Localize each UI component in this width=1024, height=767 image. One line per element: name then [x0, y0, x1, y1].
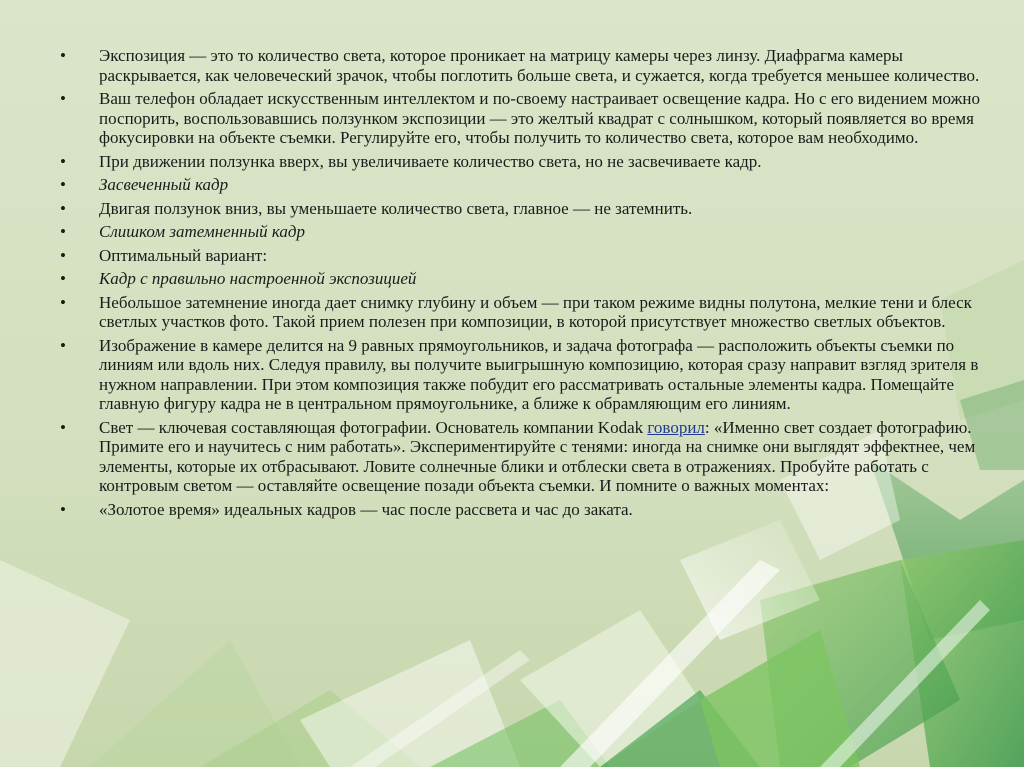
bullet-icon: • [60, 151, 66, 171]
list-item [60, 500, 980, 520]
bullet-icon: • [60, 46, 66, 65]
list-item [60, 199, 980, 219]
bullet-icon: • [60, 269, 66, 288]
list-item [60, 222, 980, 242]
list-item-text: Изображение в камере делится на 9 равных прямоугольников, и задача фотографа — расположить объекты съемки по линиям или вдоль них. Следуя правилу, вы получите выигрышную композицию, которая сразу направит взгляд зрителя в нужном направлении. При этом композиция также побудит его рассматривать остальные элементы кадра. Помещайте главную фигуру кадра не в центральном прямоугольнике, а ближе к обрамляющим его линиям. [99, 335, 979, 413]
bullet-icon: • [60, 292, 66, 312]
bullet-icon: • [60, 499, 66, 519]
list-item [60, 269, 980, 289]
bullet-icon: • [60, 222, 66, 241]
bullet-icon: • [60, 335, 66, 355]
bullet-icon: • [60, 198, 66, 218]
text-after-link: : «Именно свет создает фотографию. Примите его и научитесь с ним работать». Экспериментируйте с тенями: иногда на снимке они выглядят эффектнее, чем элементы, которые их отбрасывают. Ловите солнечные блики и отблески света в отражениях. Пробуйте работать с контровым светом — оставляйте освещение позади объекта съемки. И помните о важных моментах: [99, 417, 976, 495]
bullet-icon: • [60, 175, 66, 194]
list-item-text: «Золотое время» идеальных кадров — час после рассвета и час до заката. [99, 499, 633, 519]
list-item [60, 175, 980, 195]
list-item [60, 246, 980, 266]
list-item [60, 89, 980, 148]
list-item-text: При движении ползунка вверх, вы увеличиваете количество света, но не засвечиваете кадр. [99, 151, 762, 171]
list-item [60, 336, 980, 414]
slide-bullet-list [60, 46, 980, 523]
bullet-icon: • [60, 245, 66, 265]
list-item-text: Экспозиция — это то количество света, которое проникает на матрицу камеры через линзу. Диафрагма камеры раскрывается, как человеческий зрачок, чтобы поглотить больше света, и сужается, когда требуется меньшее количество. [99, 46, 980, 85]
image-caption-overexposed: Засвеченный кадр [99, 175, 229, 194]
image-caption-correct-exposure: Кадр с правильно настроенной экспозицией [99, 269, 417, 288]
kodak-quote-link[interactable]: говорил [647, 417, 705, 437]
bullet-icon: • [60, 89, 66, 108]
bullet-icon: • [60, 417, 66, 437]
list-item [60, 293, 980, 332]
image-caption-underexposed: Слишком затемненный кадр [99, 222, 305, 241]
list-item [60, 152, 980, 172]
list-item-text [99, 418, 975, 496]
list-item-text: Ваш телефон обладает искусственным интеллектом и по-своему настраивает освещение кадра. Но с его видением можно поспорить, воспользовавшись ползунком экспозиции — это желтый квадрат с солнышком, который появляется во время фокусировки на объекте съемки. Регулируйте его, чтобы получить то количество света, которое вам необходимо. [99, 89, 980, 147]
list-item-text: Небольшое затемнение иногда дает снимку глубину и объем — при таком режиме видны полутона, мелкие тени и блеск светлых участков фото. Такой прием полезен при композиции, в которой присутствует множество светлых объектов. [99, 292, 972, 331]
list-item [60, 418, 980, 496]
text-before-link: Свет — ключевая составляющая фотографии. Основатель компании Kodak [99, 417, 648, 437]
list-item [60, 46, 980, 85]
list-item-text: Оптимальный вариант: [99, 245, 268, 265]
list-item-text: Двигая ползунок вниз, вы уменьшаете количество света, главное — не затемнить. [99, 198, 693, 218]
